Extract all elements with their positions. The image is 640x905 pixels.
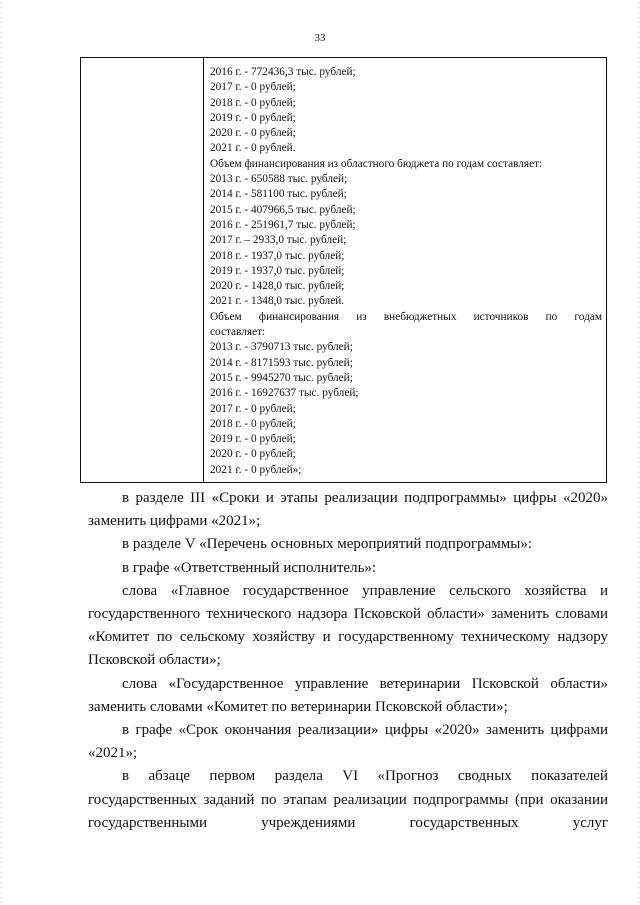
table-line: 2020 г. - 0 рублей; (210, 127, 296, 140)
table-line: 2014 г. - 581100 тыс. рублей; (210, 188, 347, 201)
table-line: 2017 г. - 0 рублей; (210, 81, 296, 94)
table-line: 2017 г. - 0 рублей; (210, 402, 296, 415)
table-line: 2016 г. - 16927637 тыс. рублей; (210, 387, 359, 400)
paragraph: в абзаце первом раздела VI «Прогноз сводных показателей государственных заданий по этапам реализации подпрограммы (при оказании государственными учреждениями государственных услуг (88, 768, 608, 831)
document-body (88, 487, 608, 835)
table-line: 2018 г. - 0 рублей; (210, 417, 296, 430)
table-content-cell (210, 65, 602, 478)
table-line: 2019 г. - 1937,0 тыс. рублей; (210, 264, 345, 277)
table-line: 2013 г. - 3790713 тыс. рублей; (210, 341, 353, 354)
table-line: 2016 г. - 251961,7 тыс. рублей; (210, 218, 356, 231)
table-line: 2018 г. - 0 рублей; (210, 96, 296, 109)
table-line: 2019 г. - 0 рублей; (210, 111, 296, 124)
table-line: 2016 г. - 772436,3 тыс. рублей; (210, 66, 356, 78)
table-line: 2017 г. – 2933,0 тыс. рублей; (210, 234, 347, 247)
table-line: 2021 г. - 0 рублей»; (210, 463, 302, 476)
financing-table (80, 57, 607, 483)
table-line: 2020 г. - 0 рублей; (210, 448, 296, 461)
paragraph: в графе «Срок окончания реализации» цифры «2020» заменить цифрами «2021»; (88, 722, 608, 762)
paragraph: в разделе III «Сроки и этапы реализации подпрограммы» цифры «2020» заменить цифрами «2021»; (88, 490, 608, 530)
table-line: составляет: (210, 326, 266, 339)
paragraph: в графе «Ответственный исполнитель»: (122, 559, 377, 576)
table-column-divider (203, 58, 204, 482)
table-line: 2019 г. - 0 рублей; (210, 433, 296, 446)
table-line: 2014 г. - 8171593 тыс. рублей; (210, 356, 353, 369)
table-line: 2021 г. - 0 рублей. (210, 142, 296, 155)
paragraph: слова «Государственное управление ветеринарии Псковской области» заменить словами «Комитет по ветеринарии Псковской области»; (88, 675, 608, 715)
table-line: 2013 г. - 650588 тыс. рублей; (210, 173, 348, 186)
table-line: 2018 г. - 1937,0 тыс. рублей; (210, 249, 345, 262)
table-line: 2020 г. - 1428,0 тыс. рублей; (210, 280, 345, 293)
table-line: 2015 г. - 407966,5 тыс. рублей; (210, 203, 356, 216)
table-line: Объем финансирования из областного бюджета по годам составляет: (210, 157, 543, 170)
table-line: 2015 г. - 9945270 тыс. рублей; (210, 371, 353, 384)
paragraph: слова «Главное государственное управление сельского хозяйства и государственного технического надзора Псковской области» заменить словами «Комитет по сельскому хозяйству и государственному техническому надзору Псковской области»; (88, 582, 608, 669)
paragraph: в разделе V «Перечень основных мероприятий подпрограммы»: (122, 536, 532, 553)
left-edge-scan-dots (0, 0, 2, 905)
table-line: 2021 г. - 1348,0 тыс. рублей. (210, 295, 345, 308)
table-line: Объем финансирования из внебюджетных источников по годам (210, 310, 602, 323)
page-number: 33 (314, 32, 326, 44)
